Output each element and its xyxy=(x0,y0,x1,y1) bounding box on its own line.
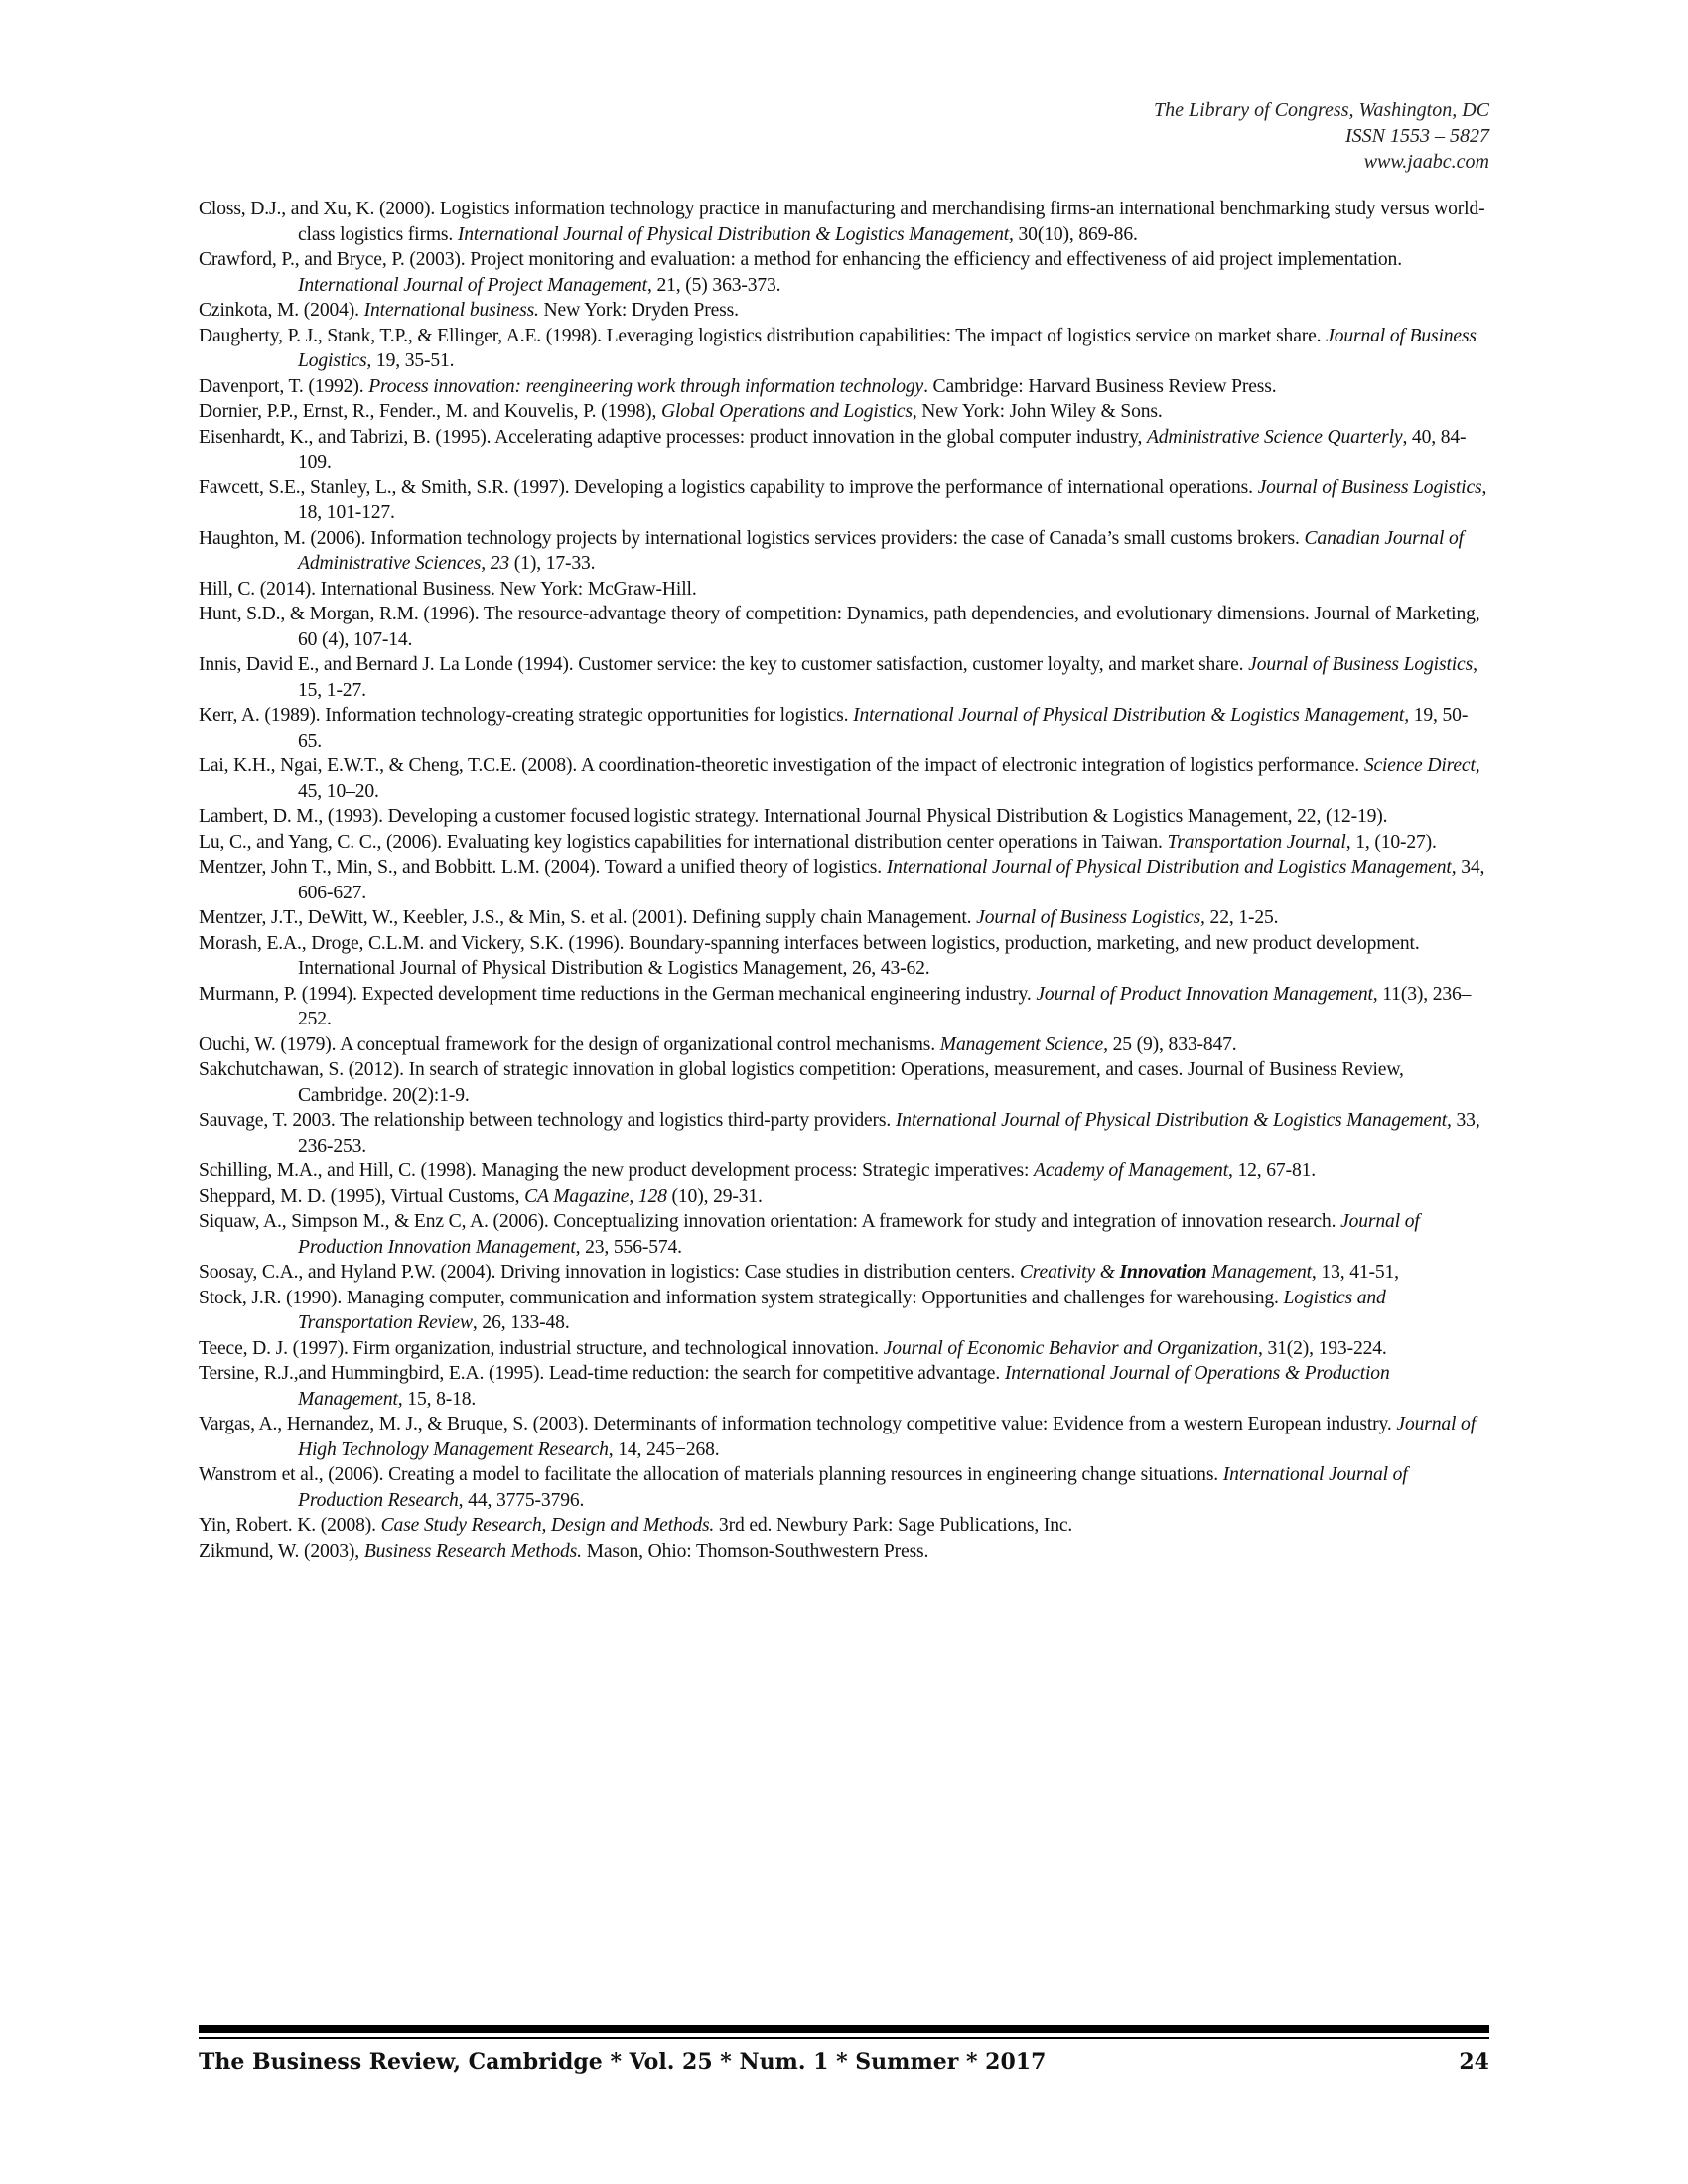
reference-entry xyxy=(199,602,1489,652)
reference-entry xyxy=(199,1539,1489,1565)
reference-segment: Soosay, C.A., and Hyland P.W. (2004). Driving innovation in logistics: Case studies in distribution centers. xyxy=(199,1262,1020,1283)
reference-segment: International business. xyxy=(363,300,539,321)
reference-entry xyxy=(199,1184,1489,1210)
reference-entry xyxy=(199,476,1489,526)
reference-entry xyxy=(199,1336,1489,1362)
reference-entry xyxy=(199,399,1489,425)
reference-segment: Siquaw, A., Simpson M., & Enz C, A. (2006). Conceptualizing innovation orientation: A framework for study and integration of innovation research. xyxy=(199,1211,1341,1232)
reference-segment: Lambert, D. M., (1993). Developing a customer focused logistic strategy. International Journal Physical Distribution & Logistics Management, 22, (12-19). xyxy=(199,806,1388,827)
reference-entry xyxy=(199,1108,1489,1159)
header-library: The Library of Congress, Washington, DC xyxy=(1153,99,1489,121)
reference-entry xyxy=(199,374,1489,400)
reference-segment: Case Study Research, Design and Methods. xyxy=(380,1515,715,1536)
reference-segment: Logistics and Transportation Review xyxy=(298,1287,1386,1333)
reference-segment: , 13, 41-51, xyxy=(1311,1262,1399,1283)
footer-rule-thin xyxy=(199,2037,1489,2039)
reference-entry xyxy=(199,1209,1489,1260)
reference-segment: 34, 606-627. xyxy=(298,857,1485,903)
reference-segment: International Journal of Operations & Production Management, xyxy=(298,1363,1390,1410)
reference-segment: , 15, 1-27. xyxy=(298,654,1477,701)
reference-entry xyxy=(199,982,1489,1032)
reference-segment: Mentzer, John T., Min, S., and Bobbitt. L.M. (2004). Toward a unified theory of logistics. xyxy=(199,857,887,878)
reference-segment: , 44, 3775-3796. xyxy=(458,1489,585,1511)
reference-entry xyxy=(199,804,1489,830)
reference-segment: 33, 236-253. xyxy=(298,1110,1480,1157)
reference-segment: 30(10), 869-86. xyxy=(1013,223,1138,245)
reference-segment: CA Magazine, 128 xyxy=(524,1185,667,1207)
reference-segment: Canadian Journal of Administrative Sciences, 23 xyxy=(298,527,1464,574)
reference-segment: Hunt, S.D., & Morgan, R.M. (1996). The resource-advantage theory of competition: Dynamics, path dependencies, and evolutionary dimensions. Journal of Marketing, 60 (4), 107-14. xyxy=(199,604,1480,650)
reference-segment: , 21, (5) 363-373. xyxy=(646,274,781,296)
reference-segment: Lai, K.H., Ngai, E.W.T., & Cheng, T.C.E. (2008). A coordination-theoretic investigation of the impact of electronic integration of logistics performance. xyxy=(199,755,1364,776)
reference-segment: 15, 8-18. xyxy=(402,1388,477,1410)
reference-segment: 3rd ed. Newbury Park: Sage Publications, Inc. xyxy=(714,1515,1073,1536)
reference-segment: Journal of Product Innovation Management xyxy=(1036,983,1373,1005)
reference-segment: Administrative Science Quarterly xyxy=(1146,426,1403,448)
reference-segment: Stock, J.R. (1990). Managing computer, communication and information system strategically: Opportunities and challenges for warehousing. xyxy=(199,1287,1284,1308)
reference-segment: , 26, 133-48. xyxy=(472,1312,570,1333)
reference-list xyxy=(199,197,1489,1564)
reference-segment: Murmann, P. (1994). Expected development time reductions in the German mechanical engineering industry. xyxy=(199,983,1037,1005)
reference-segment: Innovation xyxy=(1119,1262,1207,1283)
header-issn: ISSN 1553 – 5827 xyxy=(1345,125,1489,147)
reference-segment: Journal of Business Logistics, xyxy=(298,325,1477,371)
reference-entry xyxy=(199,855,1489,905)
reference-segment: Sakchutchawan, S. (2012). In search of strategic innovation in global logistics competition: Operations, measurement, and cases. Journal of Business Review, Cambridge. 20(2):1-9. xyxy=(199,1059,1404,1106)
reference-segment: Global Operations and Logistics xyxy=(661,401,913,422)
reference-entry xyxy=(199,1159,1489,1184)
reference-segment: 31(2), 193-224. xyxy=(1262,1337,1387,1359)
reference-segment: Sheppard, M. D. (1995), Virtual Customs, xyxy=(199,1185,525,1207)
reference-entry xyxy=(199,931,1489,982)
reference-segment: 22, 1-25. xyxy=(1204,907,1279,928)
reference-segment: Journal of Economic Behavior and Organization, xyxy=(883,1337,1263,1359)
footer-rule-thick xyxy=(199,2025,1489,2033)
reference-segment: Journal of Business Logistics xyxy=(1257,477,1482,498)
reference-segment: Hill, C. (2014). International Business. New York: McGraw-Hill. xyxy=(199,578,697,600)
reference-segment: (1), 17-33. xyxy=(509,553,596,574)
reference-entry xyxy=(199,1412,1489,1462)
reference-segment xyxy=(1120,1262,1207,1283)
reference-segment: International Journal of Physical Distribution & Logistics Management, xyxy=(853,705,1409,726)
reference-segment: 45, 10–20. xyxy=(298,780,379,802)
reference-entry xyxy=(199,197,1489,247)
reference-segment: Management Science, xyxy=(939,1033,1108,1055)
reference-entry xyxy=(199,425,1489,476)
reference-entry xyxy=(199,652,1489,703)
reference-entry xyxy=(199,1057,1489,1108)
reference-entry xyxy=(199,1462,1489,1513)
reference-segment: Yin, Robert. K. (2008). xyxy=(199,1515,381,1536)
reference-segment: Davenport, T. (1992). xyxy=(199,375,369,397)
reference-entry xyxy=(199,526,1489,577)
reference-segment: Journal of Business Logistics, xyxy=(976,907,1205,928)
reference-segment: Teece, D. J. (1997). Firm organization, industrial structure, and technological innovation. xyxy=(199,1337,884,1359)
page-footer xyxy=(199,2049,1489,2083)
reference-segment: Lu, C., and Yang, C. C., (2006). Evaluating key logistics capabilities for international distribution center operations in Taiwan. xyxy=(199,831,1168,853)
reference-segment: Innis, David E., and Bernard J. La Londe (1994). Customer service: the key to customer satisfaction, customer loyalty, and market share. xyxy=(199,654,1249,675)
reference-segment: , 11(3), 236–252. xyxy=(298,983,1472,1029)
reference-entry xyxy=(199,703,1489,753)
page-number: 24 xyxy=(1459,2049,1489,2075)
reference-segment: 19, 35-51. xyxy=(371,350,455,371)
reference-entry xyxy=(199,1361,1489,1412)
header-website: www.jaabc.com xyxy=(1363,151,1489,173)
reference-segment: Ouchi, W. (1979). A conceptual framework for the design of organizational control mechanisms. xyxy=(199,1033,940,1055)
reference-segment: . Cambridge: Harvard Business Review Press. xyxy=(923,375,1277,397)
reference-entry xyxy=(199,247,1489,298)
reference-segment: International Journal of Physical Distribution & Logistics Management, xyxy=(457,223,1014,245)
reference-segment: Eisenhardt, K., and Tabrizi, B. (1995). Accelerating adaptive processes: product innovation in the global computer industry, xyxy=(199,426,1147,448)
reference-segment: , 1, (10-27). xyxy=(1345,831,1437,853)
reference-segment: Science Direct, xyxy=(1363,755,1480,776)
reference-entry xyxy=(199,298,1489,324)
reference-entry xyxy=(199,905,1489,931)
reference-segment: Schilling, M.A., and Hill, C. (1998). Managing the new product development process: Strategic imperatives: xyxy=(199,1160,1035,1181)
reference-segment: 19, 50-65. xyxy=(298,705,1469,751)
reference-segment: Tersine, R.J.,and Hummingbird, E.A. (1995). Lead-time reduction: the search for competitive advantage. xyxy=(199,1363,1005,1384)
reference-segment: Fawcett, S.E., Stanley, L., & Smith, S.R. (1997). Developing a logistics capability to improve the performance of international operations. xyxy=(199,477,1258,498)
reference-segment: Zikmund, W. (2003), xyxy=(199,1540,364,1562)
reference-segment: International Journal of Production Research xyxy=(298,1464,1408,1511)
reference-entry xyxy=(199,1260,1489,1286)
reference-segment: Creativity & xyxy=(1019,1262,1120,1283)
reference-segment: Mentzer, J.T., DeWitt, W., Keebler, J.S., & Min, S. et al. (2001). Defining supply chain Management. xyxy=(199,907,977,928)
reference-segment: Morash, E.A., Droge, C.L.M. and Vickery, S.K. (1996). Boundary-spanning interfaces between logistics, production, marketing, and new product development. International Journal of Physical Distribution & Logistics Management, 26, 43-62. xyxy=(199,932,1420,979)
reference-entry xyxy=(199,830,1489,856)
reference-segment: New York: Dryden Press. xyxy=(538,300,739,321)
reference-entry xyxy=(199,577,1489,603)
reference-segment: (10), 29-31. xyxy=(666,1185,763,1207)
reference-segment: Sauvage, T. 2003. The relationship between technology and logistics third-party providers. xyxy=(199,1110,896,1131)
reference-entry xyxy=(199,1513,1489,1539)
footer-journal-info: The Business Review, Cambridge * Vol. 25 * Num. 1 * Summer * 2017 xyxy=(199,2049,1047,2075)
reference-segment: , 18, 101-127. xyxy=(298,477,1487,523)
reference-segment: , 14, 245−268. xyxy=(608,1438,720,1460)
reference-segment: Dornier, P.P., Ernst, R., Fender., M. and Kouvelis, P. (1998), xyxy=(199,401,661,422)
reference-entry xyxy=(199,753,1489,804)
reference-entry xyxy=(199,1286,1489,1336)
reference-segment: Management xyxy=(1206,1262,1312,1283)
reference-segment: Journal of High Technology Management Research xyxy=(298,1414,1476,1460)
page-header xyxy=(1154,97,1489,175)
reference-segment: Transportation Journal xyxy=(1167,831,1346,853)
reference-segment: Academy of Management xyxy=(1034,1160,1228,1181)
reference-segment: , 40, 84-109. xyxy=(298,426,1467,473)
reference-segment: Wanstrom et al., (2006). Creating a model to facilitate the allocation of materials planning resources in engineering change situations. xyxy=(199,1464,1223,1485)
reference-segment: Journal of Business Logistics xyxy=(1248,654,1474,675)
reference-segment: , 12, 67-81. xyxy=(1228,1160,1316,1181)
reference-segment: Business Research Methods. xyxy=(363,1540,582,1562)
reference-segment: Daugherty, P. J., Stank, T.P., & Ellinger, A.E. (1998). Leveraging logistics distribution capabilities: The impact of logistics service on market share. xyxy=(199,325,1327,346)
reference-segment: Vargas, A., Hernandez, M. J., & Bruque, S. (2003). Determinants of information technology competitive value: Evidence from a western European industry. xyxy=(199,1414,1397,1434)
reference-segment: Process innovation: reengineering work through information technology xyxy=(368,375,924,397)
reference-segment: , New York: John Wiley & Sons. xyxy=(912,401,1163,422)
reference-segment: Closs, D.J., and Xu, K. (2000). Logistics information technology practice in manufacturing and merchandising firms-an international benchmarking study versus world-class logistics firms. xyxy=(199,199,1485,245)
reference-entry xyxy=(199,1032,1489,1058)
reference-segment: Czinkota, M. (2004). xyxy=(199,300,364,321)
reference-segment: Haughton, M. (2006). Information technology projects by international logistics services providers: the case of Canada’s small customs brokers. xyxy=(199,527,1305,549)
reference-segment: 25 (9), 833-847. xyxy=(1107,1033,1237,1055)
reference-segment: Mason, Ohio: Thomson-Southwestern Press. xyxy=(581,1540,929,1562)
reference-segment: International Journal of Physical Distribution & Logistics Management, xyxy=(895,1110,1452,1131)
reference-segment: Kerr, A. (1989). Information technology-creating strategic opportunities for logistics. xyxy=(199,705,854,726)
reference-segment: International Journal of Physical Distribution and Logistics Management, xyxy=(886,857,1457,878)
reference-entry xyxy=(199,324,1489,374)
reference-segment: Crawford, P., and Bryce, P. (2003). Project monitoring and evaluation: a method for enhancing the efficiency and effectiveness of aid project implementation. xyxy=(199,249,1402,270)
reference-segment: , 23, 556-574. xyxy=(575,1236,682,1258)
reference-segment: Journal of Production Innovation Management xyxy=(298,1211,1420,1258)
reference-segment: International Journal of Project Management xyxy=(298,274,647,296)
